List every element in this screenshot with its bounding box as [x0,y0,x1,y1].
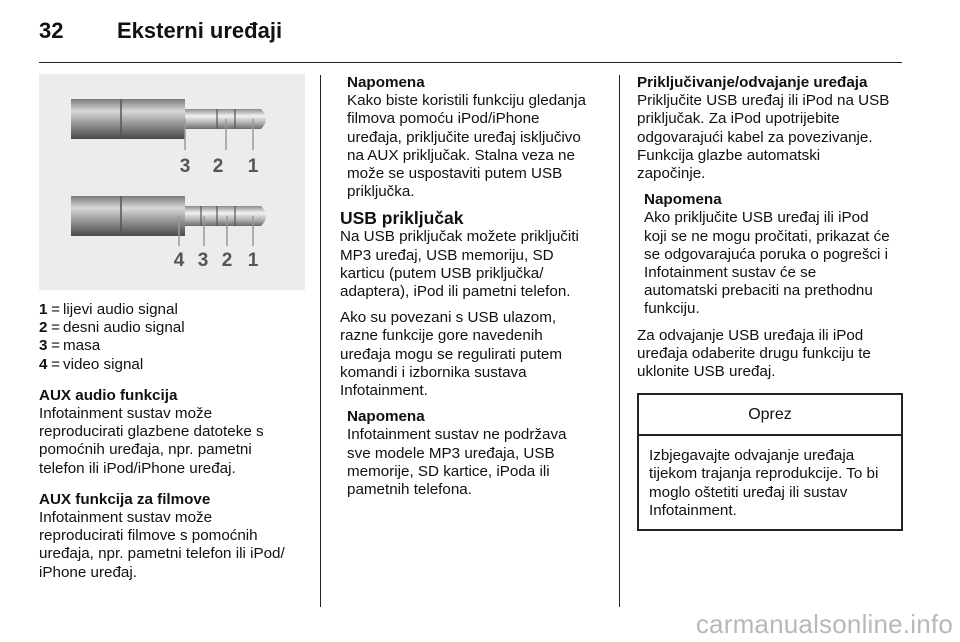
page-header [39,18,902,62]
note-usb-support: Napomena Infotainment sustav ne podržava sve modele MP3 uređaja, USB memorije, SD kartice, iPoda ili pametnih telefona. [340,408,605,499]
jack-top-label-2: 2 [212,156,224,177]
legend-item: 3 = masa [39,337,101,355]
note-title: Napomena [347,74,425,91]
aux-audio-text: Infotainment sustav može reproducirati glazbene datoteke s pomoćnih uređaja, npr. pametni telefon ili iPod/iPhone uređaj. [39,405,264,477]
watermark: carmanualsonline.info [695,609,953,639]
note-title: Napomena [347,408,425,426]
jack-bottom-label-1: 1 [247,250,259,271]
legend-item: 4 = video signal [39,355,144,373]
usb-para-1: Na USB priključak možete priključiti MP3 uređaj, USB memoriju, SD karticu (putem USB priključka/ adaptera), iPod ili pametni telefon. [340,228,579,301]
note-aux-movie: Napomena Kako biste koristili funkciju gledanja filmova pomoću iPod/iPhone uređaja, priključite uređaj isključivo na AUX priključak. Stalna veza ne može se uspostaviti putem USB priključka. [340,74,605,201]
caution-box [637,393,903,531]
column-middle [340,74,605,499]
jack-bottom-label-3: 3 [197,250,209,271]
connect-text: Priključite USB uređaj ili iPod na USB priključak. Za iPod upotrijebite odgovarajući kabel za povezivanje. Funkcija glazbe automatski započinje. [637,92,890,183]
caution-body: Izbjegavajte odvajanje uređaja tijekom trajanja reprodukcije. To bi moglo oštetiti uređaj ili sustav Infotainment. [649,447,879,519]
usb-heading: USB priključak [340,208,464,229]
column-divider-2 [619,75,620,607]
page-number: 32 [39,18,64,43]
usb-para-2: Ako su povezani s USB ulazom, razne funkcije gore navedenih uređaja mogu se regulirati putem komandi i izbornika sustava Infotainment. [340,309,563,400]
header-rule [39,62,902,63]
column-left [39,74,305,582]
aux-audio-heading: AUX audio funkcija [39,386,178,404]
jack-illustration [39,74,305,290]
jack-bottom-label-2: 2 [221,250,233,271]
trs-plug [71,99,266,150]
trrs-plug [71,196,266,246]
aux-movie-heading: AUX funkcija za filmove [39,490,211,508]
jack-top-label-1: 1 [247,156,259,177]
jack-top-label-3: 3 [179,156,191,177]
figure-legend [39,301,305,374]
jack-bottom-label-4: 4 [173,250,185,271]
caution-title: Oprez [639,395,901,436]
note-unreadable-device: Napomena Ako priključite USB uređaj ili iPod koji se ne mogu pročitati, prikazat će se odgovarajuća poruka o pogrešci i Infotainment sustav će se automatski prebaciti na prethodnu funkciju. [637,191,903,318]
aux-movie-text: Infotainment sustav može reproducirati filmove s pomoćnih uređaja, npr. pametni telefon ili iPod/ iPhone uređaj. [39,509,285,581]
column-divider-1 [320,75,321,607]
connect-heading: Priključivanje/odvajanje uređaja [637,74,868,91]
column-right [637,74,903,531]
legend-item: 2 = desni audio signal [39,319,185,337]
jack-figure [39,74,305,290]
disconnect-text: Za odvajanje USB uređaja ili iPod uređaja odaberite drugu funkciju te uklonite USB uređaj. [637,326,871,381]
page-title: Eksterni uređaji [117,18,283,43]
note-title: Napomena [644,191,722,209]
legend-item: 1 = lijevi audio signal [39,301,178,318]
